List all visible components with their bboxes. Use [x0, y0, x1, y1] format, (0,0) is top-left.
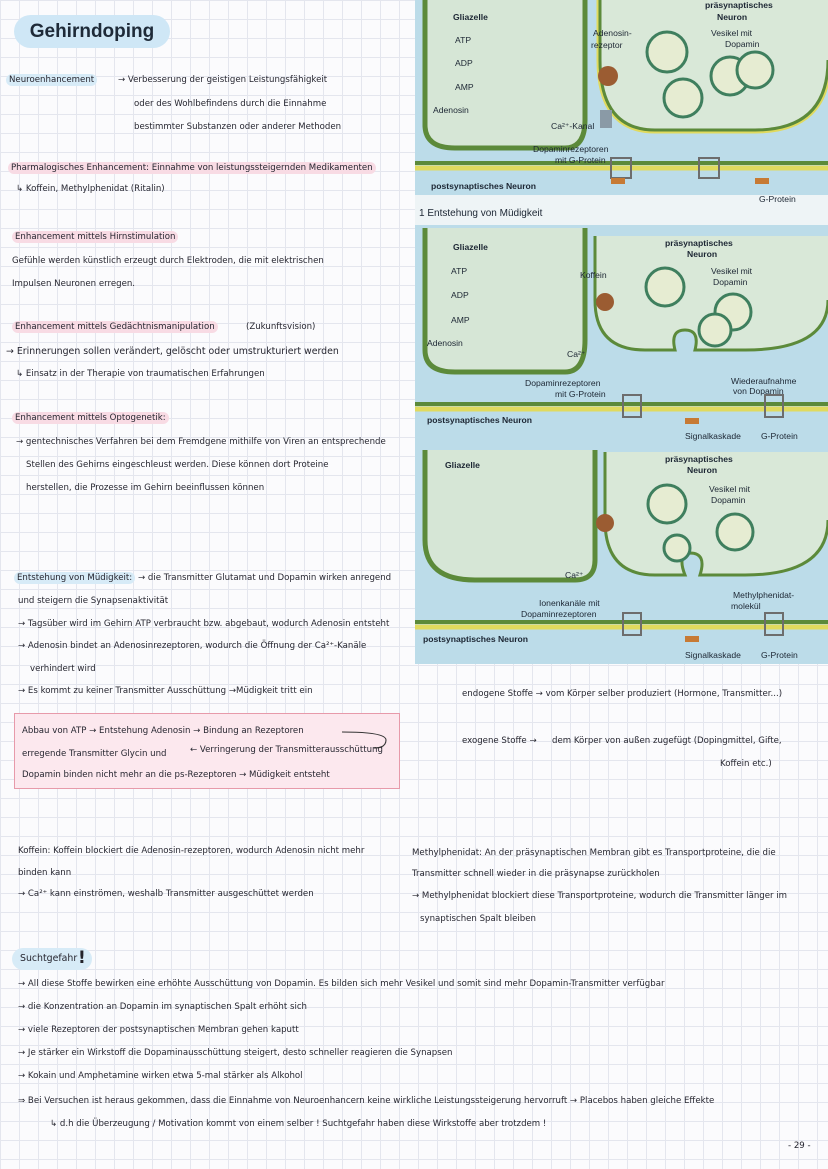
neuroenhancement-line-3: bestimmter Substanzen oder anderer Methoden	[134, 122, 342, 132]
p2-re2: von Dopamin	[733, 386, 784, 396]
synapse-figure-svg	[415, 0, 828, 664]
koffein-line-2: binden kann	[18, 868, 72, 878]
p2-gprot: G-Protein	[761, 431, 798, 441]
p3-post: postsynaptisches Neuron	[423, 634, 529, 644]
p1-pre1: präsynaptisches	[705, 0, 773, 10]
sucht-line-5: → Kokain und Amphetamine wirken etwa 5-mal stärker als Alkohol	[18, 1071, 303, 1081]
memory-head: Enhancement mittels Gedächtnismanipulation	[12, 323, 218, 333]
p1-ves2: Dopamin	[725, 39, 760, 49]
exogen-line-1: dem Körper von außen zugefügt (Dopingmittel, Gifte,	[552, 736, 782, 746]
tired-line-4: verhindert wird	[30, 664, 96, 674]
p3-pre1: präsynaptisches	[665, 454, 733, 464]
opto-line-1: → gentechnisches Verfahren bei dem Fremdgene mithilfe von Viren an entsprechende	[16, 437, 386, 447]
stim-line-2: Impulsen Neuronen erregen.	[12, 279, 136, 289]
methyl-line-1: Methylphenidat: An der präsynaptischen Membran gibt es Transportproteine, die die	[412, 848, 776, 858]
p2-atp: ATP	[451, 266, 468, 276]
p3-glia: Gliazelle	[445, 460, 480, 470]
figure-caption: 1 Entstehung von Müdigkeit	[419, 208, 543, 219]
summary-curve-arrow	[340, 728, 392, 752]
p3-mp2: molekül	[731, 601, 761, 611]
p2-pre2: Neuron	[687, 249, 718, 259]
p3-pre2: Neuron	[687, 465, 718, 475]
p2-dr2: mit G-Protein	[555, 389, 606, 399]
summary-line-3: ← Verringerung der Transmitterausschüttung	[190, 745, 383, 755]
p2-ca: Ca²⁺	[567, 349, 586, 359]
p1-adenosin: Adenosin	[433, 105, 469, 115]
p1-glia: Gliazelle	[453, 12, 488, 22]
sucht-line-6: ⇒ Bei Versuchen ist heraus gekommen, dass die Einnahme von Neuroenhancern keine wirkliche Leistungssteigerung hervorruft → Placebos haben gleiche Effekte	[18, 1096, 715, 1106]
p3-gprot: G-Protein	[761, 650, 798, 660]
p1-atp: ATP	[455, 35, 472, 45]
p2-post: postsynaptisches Neuron	[427, 415, 533, 425]
p3-ves2: Dopamin	[711, 495, 746, 505]
opto-line-3: herstellen, die Prozesse im Gehirn beeinflussen können	[26, 483, 265, 493]
sucht-exclamation: !	[78, 948, 86, 968]
opto-line-2: Stellen des Gehirns eingeschleust werden. Diese können dort Proteine	[26, 460, 329, 470]
pharma-line: ↳ Koffein, Methylphenidat (Ritalin)	[16, 184, 165, 194]
neuroenhancement-term: Neuroenhancement	[6, 76, 97, 86]
p2-pre1: präsynaptisches	[665, 238, 733, 248]
p1-rez1: Adenosin-	[593, 28, 632, 38]
p1-gprot: G-Protein	[759, 194, 796, 204]
p3-ik2: Dopaminrezeptoren	[521, 609, 597, 619]
p2-re1: Wiederaufnahme	[731, 376, 797, 386]
sucht-line-1: → All diese Stoffe bewirken eine erhöhte Ausschüttung von Dopamin. Es bilden sich mehr Vesikel und somit sind mehr Dopamin-Transmitter verfügbar	[18, 979, 665, 989]
methyl-line-2: Transmitter schnell wieder in die präsynapse zurückholen	[412, 869, 660, 879]
sucht-line-2: → die Konzentration an Dopamin im synaptischen Spalt erhöht sich	[18, 1002, 308, 1012]
p1-amp: AMP	[455, 82, 474, 92]
p2-sig: Signalkaskade	[685, 431, 741, 441]
p1-pre2: Neuron	[717, 12, 748, 22]
memory-tag: (Zukunftsvision)	[246, 322, 316, 332]
sucht-line-3: → viele Rezeptoren der postsynaptischen Membran gehen kaputt	[18, 1025, 299, 1035]
exogen-line-2: Koffein etc.)	[720, 759, 772, 769]
neuroenhancement-line-2: oder des Wohlbefindens durch die Einnahme	[134, 99, 327, 109]
p1-dr2: mit G-Protein	[555, 155, 606, 165]
p2-glia: Gliazelle	[453, 242, 488, 252]
p2-ves2: Dopamin	[713, 277, 748, 287]
methyl-line-4: synaptischen Spalt bleiben	[420, 914, 536, 924]
opto-head: Enhancement mittels Optogenetik:	[12, 414, 169, 424]
tired-line-3: → Adenosin bindet an Adenosinrezeptoren, wodurch die Öffnung der Ca²⁺-Kanäle	[18, 641, 367, 651]
panel-3	[415, 450, 828, 660]
p2-amp: AMP	[451, 315, 470, 325]
neuroenhancement-line-1: → Verbesserung der geistigen Leistungsfähigkeit	[118, 75, 328, 85]
endogen-line: endogene Stoffe → vom Körper selber produziert (Hormone, Transmitter...)	[462, 689, 783, 699]
memory-line-1: → Erinnerungen sollen verändert, gelöscht oder umstrukturiert werden	[6, 346, 339, 357]
p1-dr1: Dopaminrezeptoren	[533, 144, 609, 154]
tired-line-5: → Es kommt zu keiner Transmitter Ausschüttung →Müdigkeit tritt ein	[18, 686, 313, 696]
panel-2	[415, 228, 828, 441]
tired-head-rest: → die Transmitter Glutamat und Dopamin wirken anregend	[138, 573, 392, 583]
koffein-line-1: Koffein: Koffein blockiert die Adenosin-rezeptoren, wodurch Adenosin nicht mehr	[18, 846, 365, 856]
p1-adp: ADP	[455, 58, 473, 68]
tired-line-1: und steigern die Synapsenaktivität	[18, 596, 169, 606]
memory-line-2: ↳ Einsatz in der Therapie von traumatischen Erfahrungen	[16, 369, 265, 379]
p1-ves1: Vesikel mit	[711, 28, 753, 38]
tired-head: Entstehung von Müdigkeit:	[14, 574, 135, 584]
methyl-line-3: → Methylphenidat blockiert diese Transportproteine, wodurch die Transmitter länger im	[412, 891, 788, 901]
page-title: Gehirndoping	[14, 15, 170, 48]
stim-line-1: Gefühle werden künstlich erzeugt durch Elektroden, die mit elektrischen	[12, 256, 324, 266]
stim-head: Enhancement mittels Hirnstimulation	[12, 233, 178, 243]
p3-ik1: Ionenkanäle mit	[539, 598, 600, 608]
p2-koffein: Koffein	[580, 270, 607, 280]
synapse-figure	[415, 0, 828, 664]
p2-adp: ADP	[451, 290, 469, 300]
p1-post: postsynaptisches Neuron	[431, 181, 537, 191]
p2-adenosin: Adenosin	[427, 338, 463, 348]
p3-ves1: Vesikel mit	[709, 484, 751, 494]
tired-line-2: → Tagsüber wird im Gehirn ATP verbraucht bzw. abgebaut, wodurch Adenosin entsteht	[18, 619, 390, 629]
p3-sig: Signalkaskade	[685, 650, 741, 660]
p2-dr1: Dopaminrezeptoren	[525, 378, 601, 388]
p1-rez2: rezeptor	[591, 40, 623, 50]
sucht-line-7: ↳ d.h die Überzeugung / Motivation kommt von einem selber ! Suchtgefahr haben diese Wirkstoffe aber trotzdem !	[50, 1119, 547, 1129]
p3-mp1: Methylphenidat-	[733, 590, 795, 600]
summary-line-4: Dopamin binden nicht mehr an die ps-Rezeptoren → Müdigkeit entsteht	[22, 770, 330, 780]
koffein-line-3: → Ca²⁺ kann einströmen, weshalb Transmitter ausgeschüttet werden	[18, 889, 314, 899]
pharma-head: Pharmalogisches Enhancement: Einnahme von leistungssteigernden Medikamenten	[8, 164, 376, 174]
summary-line-2: erregende Transmitter Glycin und	[22, 749, 167, 759]
sucht-line-4: → Je stärker ein Wirkstoff die Dopaminausschüttung steigert, desto schneller reagieren die Synapsen	[18, 1048, 453, 1058]
sucht-head: Suchtgefahr	[20, 953, 78, 964]
p3-ca: Ca²⁺	[565, 570, 584, 580]
exogen-head: exogene Stoffe →	[462, 736, 537, 746]
summary-line-1: Abbau von ATP → Entstehung Adenosin → Bindung an Rezeptoren	[22, 726, 304, 736]
page-number: - 29 -	[788, 1141, 811, 1151]
p2-ves1: Vesikel mit	[711, 266, 753, 276]
p1-ca: Ca²⁺-Kanal	[551, 121, 595, 131]
